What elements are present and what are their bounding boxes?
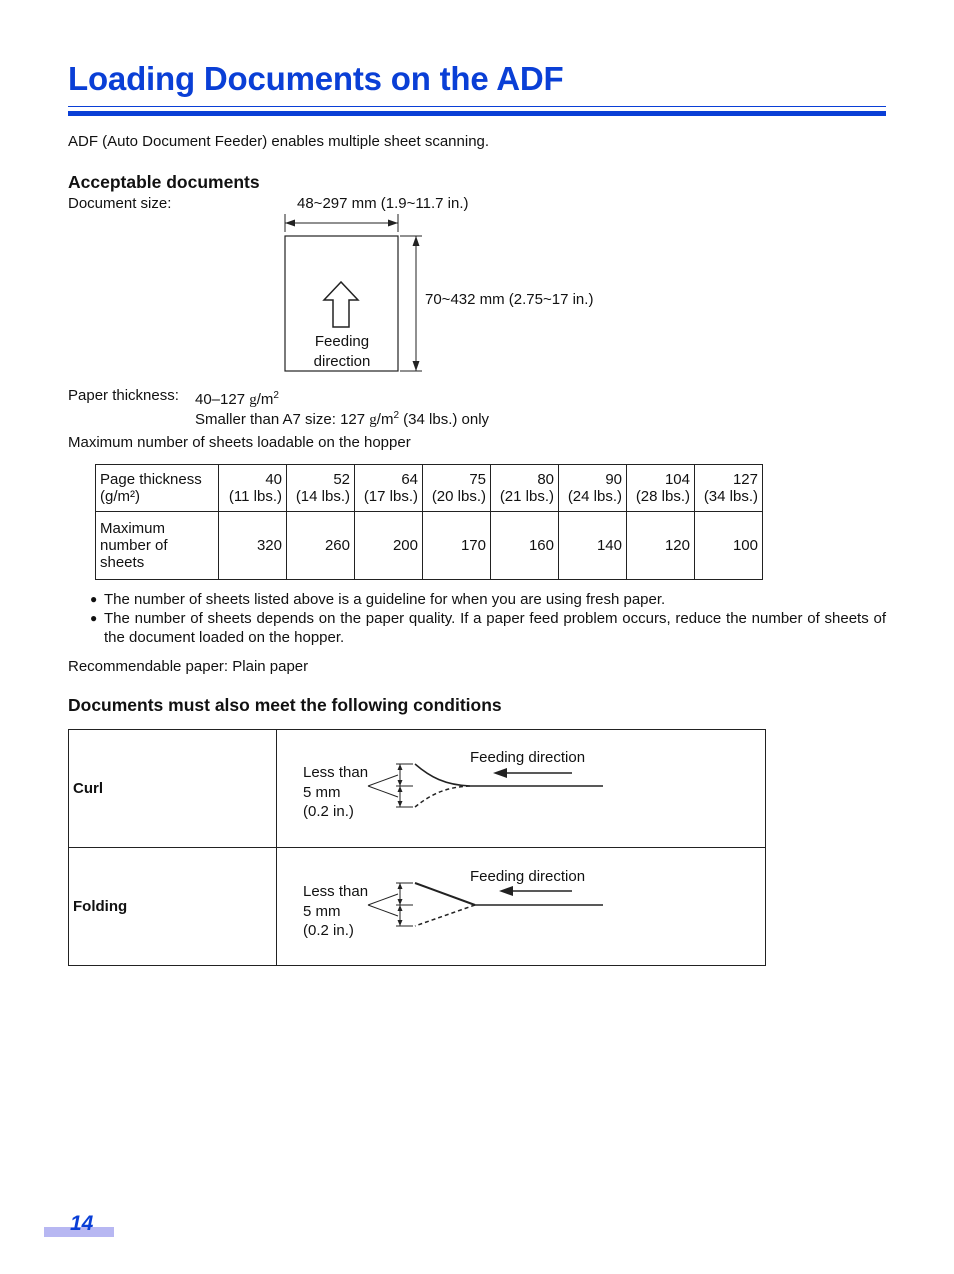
feeding-arrow-icon: [493, 768, 507, 778]
table-cell: 52 (14 lbs.): [287, 465, 355, 512]
condition-label-folding: Folding: [69, 848, 277, 966]
conditions-heading: Documents must also meet the following conditions: [68, 695, 502, 715]
acceptable-heading: Acceptable documents: [68, 172, 260, 192]
feeding-direction-label: Feeding direction: [313, 333, 371, 370]
table-cell: 260: [287, 512, 355, 580]
title-rule-thick: [68, 111, 886, 116]
page-number: 14: [70, 1212, 94, 1235]
table-cell: 40 (11 lbs.): [219, 465, 287, 512]
folding-diagram: [360, 874, 610, 934]
table-header-cell: Maximum number of sheets: [96, 512, 219, 580]
table-cell: 200: [355, 512, 423, 580]
doc-size-label: Document size:: [68, 195, 172, 212]
list-item: ● The number of sheets listed above is a guideline for when you are using fresh paper.: [90, 591, 666, 608]
condition-label-curl: Curl: [69, 730, 277, 848]
list-item: ● The number of sheets depends on the paper quality. If a paper feed problem occurs, reduce the number of sheets of the document loaded on the hopper.: [90, 610, 886, 646]
height-dimension: 70~432 mm (2.75~17 in.): [425, 291, 594, 308]
thickness-a7: Smaller than A7 size: 127 $g/m^2$ (34 lbs.) only: [195, 410, 490, 428]
table-cell: 320: [219, 512, 287, 580]
width-dimension: 48~297 mm (1.9~11.7 in.): [297, 195, 469, 212]
table-row: [96, 512, 763, 580]
table-cell: 100: [695, 512, 763, 580]
bullet-icon: ●: [90, 592, 98, 606]
feeding-arrow-icon: [499, 886, 513, 896]
intro-text: ADF (Auto Document Feeder) enables multiple sheet scanning.: [68, 133, 490, 150]
table-cell: 140: [559, 512, 627, 580]
thickness-label: Paper thickness:: [68, 387, 179, 404]
thickness-value: 40–127 $g/m^2$: [195, 390, 279, 408]
bullet-icon: ●: [90, 611, 98, 625]
sheets-table: [95, 464, 763, 580]
recommendable-paper: Recommendable paper: Plain paper: [68, 658, 309, 675]
table-cell: 75 (20 lbs.): [423, 465, 491, 512]
table-row: [96, 465, 763, 512]
table-cell: 104 (28 lbs.): [627, 465, 695, 512]
curl-feeding-direction: Feeding direction: [470, 749, 586, 766]
table-cell: 160: [491, 512, 559, 580]
max-sheets-caption: Maximum number of sheets loadable on the hopper: [68, 434, 411, 451]
page-title: Loading Documents on the ADF: [68, 60, 564, 97]
curl-diagram: [360, 755, 610, 815]
table-cell: 80 (21 lbs.): [491, 465, 559, 512]
curl-less-than: Less than 5 mm (0.2 in.): [303, 764, 369, 820]
table-header-cell: Page thickness (g/m²): [96, 465, 219, 512]
table-cell: 127 (34 lbs.): [695, 465, 763, 512]
folding-less-than: Less than 5 mm (0.2 in.): [303, 883, 369, 939]
table-cell: 120: [627, 512, 695, 580]
table-cell: 90 (24 lbs.): [559, 465, 627, 512]
table-cell: 64 (17 lbs.): [355, 465, 423, 512]
title-rule-thin: [68, 106, 886, 107]
table-cell: 170: [423, 512, 491, 580]
notes-list: [68, 590, 886, 647]
folding-feeding-direction: Feeding direction: [470, 868, 586, 885]
